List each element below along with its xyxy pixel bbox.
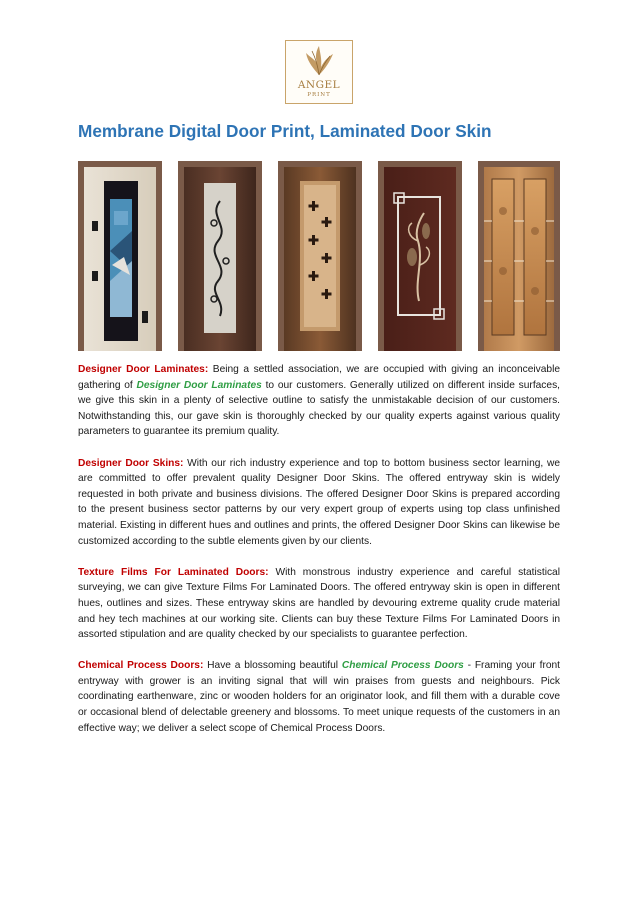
angel-print-logo xyxy=(285,40,353,104)
laminated-door-skins-photo xyxy=(78,161,560,351)
logo-sub: PRINT xyxy=(307,92,331,98)
section-label: Designer Door Skins: xyxy=(78,457,184,469)
keyword-link[interactable]: Designer Door Laminates xyxy=(136,379,262,391)
keyword-link[interactable]: Chemical Process Doors xyxy=(341,660,464,672)
section-label: Chemical Process Doors: xyxy=(78,660,204,672)
paragraph-text: - Framing your front entryway with grower is an inviting signal that will win praises from guests and neighbours. Pick coordinating earthenware, zinc or wooden holders for an originator look, and fill them with a durable cove or occasional blend of delectable greenery and blossoms. To meet unique requests of the customers in an effective way; we deliver a select scope of Chemical Process Doors. xyxy=(78,660,560,734)
paragraph-chemical-process-doors xyxy=(78,658,560,736)
document-body xyxy=(78,362,560,752)
door-skins-image xyxy=(78,161,560,351)
paragraph-texture-films xyxy=(78,565,560,643)
paragraph-text: to our customers. Generally utilized on different inside surfaces, we give this skin in a plenty of selective outline to satisfy the unmistakable decision of our customers. Notwithstanding this, our gave skin is thoroughly checked by our quality experts against various quality parameters to guarantee its premium quality. xyxy=(78,379,560,438)
paragraph-text: With our rich industry experience and top to bottom business sector learning, we are committed to offer prevalent quality Designer Door Skins. The offered entryway skin is widely requested in both private and business divisions. The offered Designer Door Skins is prepared according to the present business sector patterns by our very expert group of experts using top class unfinished material. Existing in different hues and outlines and prints, the offered Designer Door Skins can likewise be customized according to the subtle elements given by our clients. xyxy=(78,457,560,547)
paragraph-designer-door-laminates xyxy=(78,362,560,440)
paragraph-designer-door-skins xyxy=(78,456,560,550)
section-label: Designer Door Laminates: xyxy=(78,364,209,375)
paragraph-text: Have a blossoming beautiful xyxy=(203,660,342,672)
logo-name: ANGEL xyxy=(297,79,341,91)
page-title: Membrane Digital Door Print, Laminated Door Skin xyxy=(78,121,492,141)
paragraph-text: With monstrous industry experience and careful statistical surveying, we can give Texture Films For Laminated Doors. The offered entryway skin is open in different hues, outlines and sizes. These entryway skins are handled by devouring extreme quality crude material and hey tech machines at our working site. Clients can buy these Texture Films For Laminated Doors in assorted stipulation and are quality checked by our specialists to guarantee perfection. xyxy=(78,566,560,641)
section-label: Texture Films For Laminated Doors: xyxy=(78,566,269,578)
paragraph-text: Being a settled association, we are occupied with giving an inconceivable gathering of xyxy=(78,364,561,391)
